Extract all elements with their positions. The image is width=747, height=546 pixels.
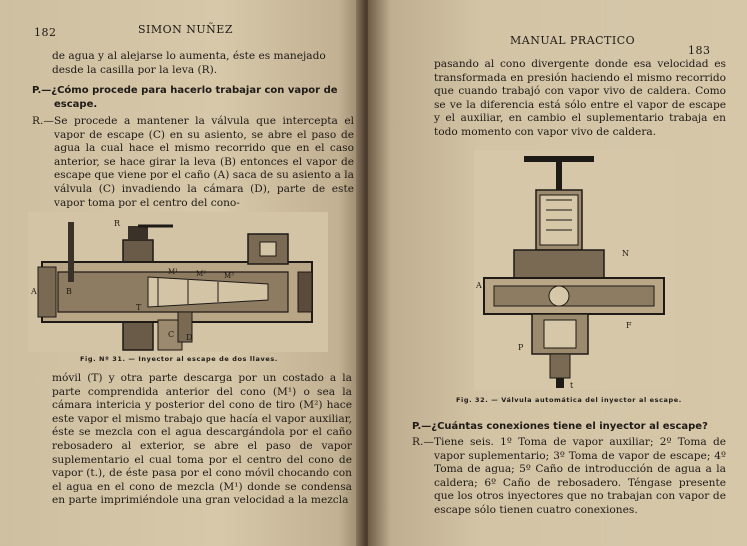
fig32-label-N: N: [622, 249, 629, 258]
fig32-label-F: F: [626, 321, 632, 330]
right-answer: R.—Tiene seis. 1º Toma de vapor auxiliar; 2º Toma de vapor suplementario; 3º Toma de vapor de escape; 4º Toma de agua; 5º Caño de introducción de agua a la caldera; 6º Caño de rebosadero. Téngase presente que los otros inyectores que no trabajan con vapor de escape sólo tienen cuatro conexiones.: [412, 436, 726, 516]
left-question: P.—¿Cómo procede para hacerlo trabajar con vapor de escape.: [32, 85, 338, 110]
fig32-label-P: P: [518, 343, 524, 352]
right-page: [368, 0, 747, 546]
fig32-label-A: A: [476, 281, 482, 290]
fig31-label-T: T: [136, 303, 142, 312]
left-paragraph-1: [30, 50, 352, 77]
fig32-label-t: t: [570, 381, 574, 390]
left-page: [0, 0, 368, 546]
page-number-right: 183: [688, 44, 711, 57]
running-head-left: SIMON NUÑEZ: [138, 23, 233, 36]
figure-31-caption: Fig. Nº 31. — Inyector al escape de dos llaves.: [80, 355, 278, 363]
fig31-label-A: A: [31, 287, 37, 296]
right-question: P.—¿Cuántas conexiones tiene el inyector al escape?: [412, 421, 708, 432]
figure-31-injector-diagram: [28, 212, 328, 352]
left-para1-text: de agua y al alejarse lo aumenta, éste es manejado desde la casilla por la leva (R).: [52, 50, 326, 76]
fig31-label-B: B: [66, 287, 72, 296]
fig31-label-R: R: [114, 219, 121, 228]
fig31-label-C: C: [168, 330, 175, 339]
running-head-right: MANUAL PRACTICO: [510, 34, 636, 47]
right-paragraph-1: pasando al cono divergente donde esa velocidad es transformada en presión haciendo el mismo recorrido que cuando trabajó con vapor vivo de caldera. Como se ve la diferencia está sólo entre el vapor de escape y el auxiliar, en cambio el suplementario trabaja en todo momento con vapor vivo de caldera.: [434, 58, 726, 138]
fig31-label-D: D: [186, 333, 193, 342]
left-continuation: móvil (T) y otra parte descarga por un costado a la parte comprendida anterior del cono (M¹) o sea la cámara intericia y posterior del cono de tiro (M²) hace este vapor el mismo trabajo que hacía el vapor auxiliar, éste se mezcla con el agua descargándola por el caño rebosadero al exterior, se abre el paso de vapor suplementario el cual toma por el centro del cono de vapor (t.), de éste pasa por el cono móvil chocando con el agua en el cono de mezcla (M¹) donde se condensa en parte imprimiéndole una gran velocidad a la mezcla: [52, 372, 352, 507]
fig31-label-M3: M³: [224, 272, 234, 280]
fig31-label-M1: M¹: [168, 268, 178, 276]
figure-32-caption: Fig. 32. — Válvula automática del inyector al escape.: [456, 396, 682, 404]
page-number-left: 182: [34, 26, 57, 39]
left-answer: R.—Se procede a mantener la válvula que intercepta el vapor de escape (C) en su asiento, se abre el paso de agua la cual hace el mismo recorrido que en el caso anterior, se hace girar la leva (B) entonces el vapor de escape que viene por el caño (A) saca de su asiento a la válvula (C) invadiendo la cámara (D), parte de este vapor toma por el centro del cono-: [32, 115, 354, 209]
figure-32-valve-diagram: [474, 150, 674, 390]
fig31-label-M2: M²: [196, 270, 206, 278]
